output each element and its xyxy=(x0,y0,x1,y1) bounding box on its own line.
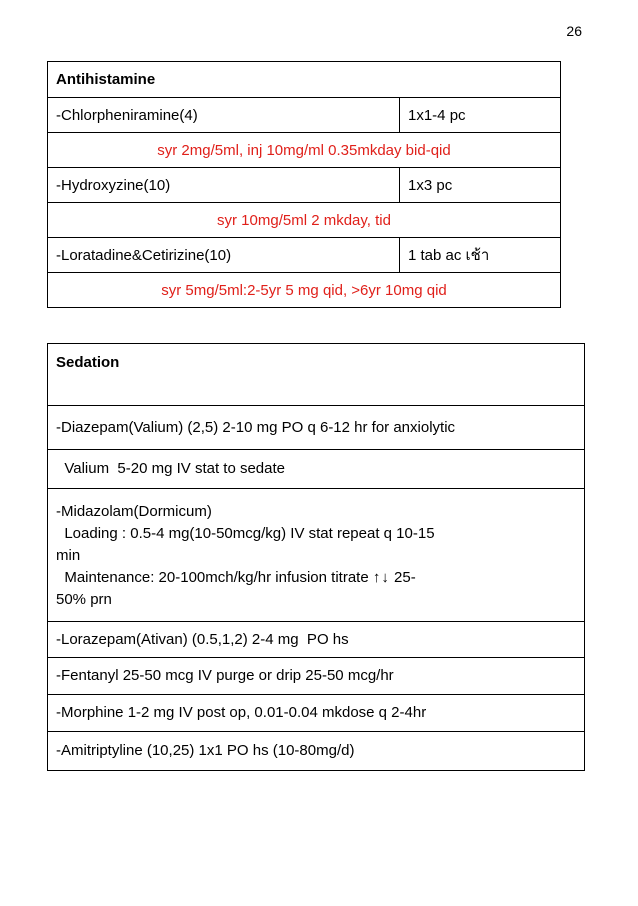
table-row xyxy=(48,203,561,238)
sedation-row: -Amitriptyline (10,25) 1x1 PO hs (10-80mg/d) xyxy=(48,732,585,771)
drug-dose: 1x3 pc xyxy=(400,168,561,203)
sedation-row: -Fentanyl 25-50 mcg IV purge or drip 25-50 mcg/hr xyxy=(48,658,585,695)
drug-name: -Loratadine&Cetirizine(10) xyxy=(48,238,400,273)
midazolam-line: min xyxy=(56,547,81,564)
table-row xyxy=(48,489,585,622)
table-row xyxy=(48,450,585,489)
table-header-row xyxy=(48,62,561,98)
sedation-row: Valium 5-20 mg IV stat to sedate xyxy=(48,450,585,489)
sedation-row: -Lorazepam(Ativan) (0.5,1,2) 2-4 mg PO hs xyxy=(48,622,585,658)
antihistamine-table xyxy=(47,61,561,308)
midazolam-line: Loading : 0.5-4 mg(10-50mcg/kg) IV stat repeat q 10-15 xyxy=(56,525,435,542)
midazolam-line: 25- xyxy=(389,569,416,586)
drug-note: syr 2mg/5ml, inj 10mg/ml 0.35mkday bid-qid xyxy=(48,133,561,168)
table-header-row xyxy=(48,344,585,406)
table-row xyxy=(48,622,585,658)
table-row xyxy=(48,238,561,273)
sedation-row: -Morphine 1-2 mg IV post op, 0.01-0.04 mkdose q 2-4hr xyxy=(48,695,585,732)
midazolam-line: -Midazolam(Dormicum) xyxy=(56,503,212,520)
table-row xyxy=(48,273,561,308)
table-row xyxy=(48,133,561,168)
drug-name: -Chlorpheniramine(4) xyxy=(48,98,400,133)
drug-note: syr 5mg/5ml:2-5yr 5 mg qid, >6yr 10mg qid xyxy=(48,273,561,308)
antihistamine-title: Antihistamine xyxy=(48,62,561,98)
midazolam-line: 50% prn xyxy=(56,591,112,608)
sedation-table xyxy=(47,343,585,771)
drug-dose: 1 tab ac เช้า xyxy=(400,238,561,273)
drug-dose: 1x1-4 pc xyxy=(400,98,561,133)
midazolam-cell xyxy=(48,489,585,622)
table-row xyxy=(48,695,585,732)
table-row xyxy=(48,406,585,450)
midazolam-line: Maintenance: 20-100mch/kg/hr infusion titrate xyxy=(56,569,373,586)
drug-name: -Hydroxyzine(10) xyxy=(48,168,400,203)
table-row xyxy=(48,658,585,695)
table-row xyxy=(48,168,561,203)
sedation-row: -Diazepam(Valium) (2,5) 2-10 mg PO q 6-12 hr for anxiolytic xyxy=(48,406,585,450)
table-row xyxy=(48,98,561,133)
table-row xyxy=(48,732,585,771)
sedation-title: Sedation xyxy=(48,344,585,406)
up-down-arrow-icon: ↑↓ xyxy=(372,569,390,586)
page-number: 26 xyxy=(566,23,582,39)
drug-note: syr 10mg/5ml 2 mkday, tid xyxy=(48,203,561,238)
